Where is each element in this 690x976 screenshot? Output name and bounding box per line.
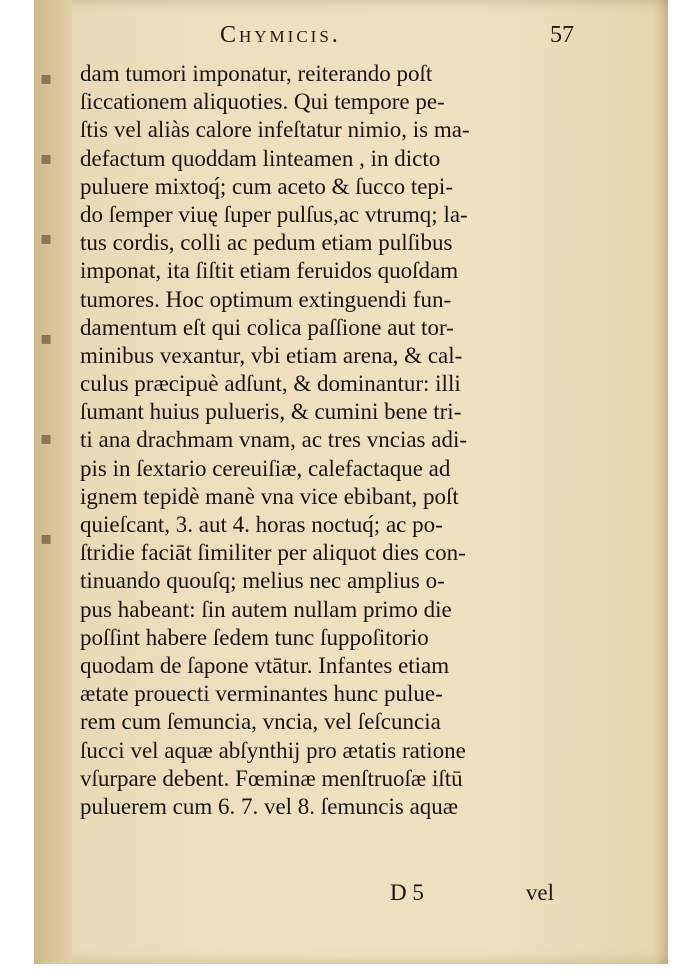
text-line: pis in ſextario cereuiſiæ, calefactaque ad bbox=[80, 455, 451, 481]
signature-mark: D 5 bbox=[390, 880, 424, 905]
text-line: minibus vexantur, vbi etiam arena, & cal- bbox=[80, 342, 463, 368]
text-line: ætate prouecti verminantes hunc pulue- bbox=[80, 681, 443, 707]
text-line: quieſcant, 3. aut 4. horas noctuq́; ac po- bbox=[80, 512, 443, 537]
text-line: imponat, ita ſiſtit etiam feruidos quoſdam bbox=[80, 258, 459, 284]
text-line: ſtis vel aliàs calore infeſtatur nimio, is ma- bbox=[80, 117, 470, 143]
text-line: vſurpare debent. Fœminæ menſtruoſæ iſtū bbox=[80, 765, 463, 791]
page-footer bbox=[80, 880, 556, 910]
text-line: damentum eſt qui colica paſſione aut tor- bbox=[80, 314, 454, 340]
text-line: pus habeant: ſin autem nullam primo die bbox=[80, 596, 452, 622]
facing-page-bleed-mark: ▪ bbox=[40, 228, 53, 249]
page-header bbox=[60, 20, 580, 54]
facing-page-bleed-mark: ▪ bbox=[40, 528, 53, 549]
facing-page-bleed-mark: ▪ bbox=[40, 328, 53, 349]
running-head: Chymicis. bbox=[220, 22, 341, 48]
page-number: 57 bbox=[550, 22, 574, 48]
text-line: culus præcipuè adſunt, & dominantur: illi bbox=[80, 371, 461, 397]
facing-page-bleed-mark: ▪ bbox=[40, 148, 53, 169]
body-text bbox=[80, 60, 556, 821]
text-line: ignem tepidè manè vna vice ebibant, poſt bbox=[80, 483, 459, 509]
text-line: ſiccationem aliquoties. Qui tempore pe- bbox=[80, 89, 445, 115]
facing-page-bleed-mark: ▪ bbox=[40, 428, 53, 449]
text-line: ti ana drachmam vnam, ac tres vncias adi- bbox=[80, 427, 468, 453]
text-line: ſucci vel aquæ abſynthij pro ætatis ratione bbox=[80, 737, 466, 763]
text-line: tinuando quouſq; melius nec amplius o- bbox=[80, 568, 445, 594]
facing-page-bleed-mark: ▪ bbox=[40, 68, 53, 89]
text-line: tumores. Hoc optimum extinguendi fun- bbox=[80, 286, 452, 312]
facing-page-gutter bbox=[34, 0, 72, 964]
text-line: do ſemper viuę ſuper pulſus,ac vtrumq; la- bbox=[80, 201, 468, 227]
text-line: tus cordis, colli ac pedum etiam pulſibus bbox=[80, 230, 453, 256]
text-line: poſſint habere ſedem tunc ſuppoſitorio bbox=[80, 624, 429, 650]
text-line: rem cum ſemuncia, vncia, vel ſeſcuncia bbox=[80, 709, 441, 735]
text-line: puluerem cum 6. 7. vel 8. ſemuncis aquæ bbox=[80, 793, 459, 819]
text-line: defactum quoddam linteamen , in dicto bbox=[80, 145, 441, 171]
page-edge-shadow bbox=[654, 0, 668, 964]
text-line: ſumant huius pulueris, & cumini bene tri- bbox=[80, 399, 462, 425]
text-line: puluere mixtoq́; cum aceto & ſucco tepi- bbox=[80, 173, 453, 199]
text-line: ſtridie faciāt ſimiliter per aliquot dies con- bbox=[80, 540, 466, 566]
catchword: vel bbox=[525, 880, 554, 905]
text-line: dam tumori imponatur, reiterando poſt bbox=[80, 61, 433, 86]
text-line: quodam de ſapone vtātur. Infantes etiam bbox=[80, 652, 450, 678]
